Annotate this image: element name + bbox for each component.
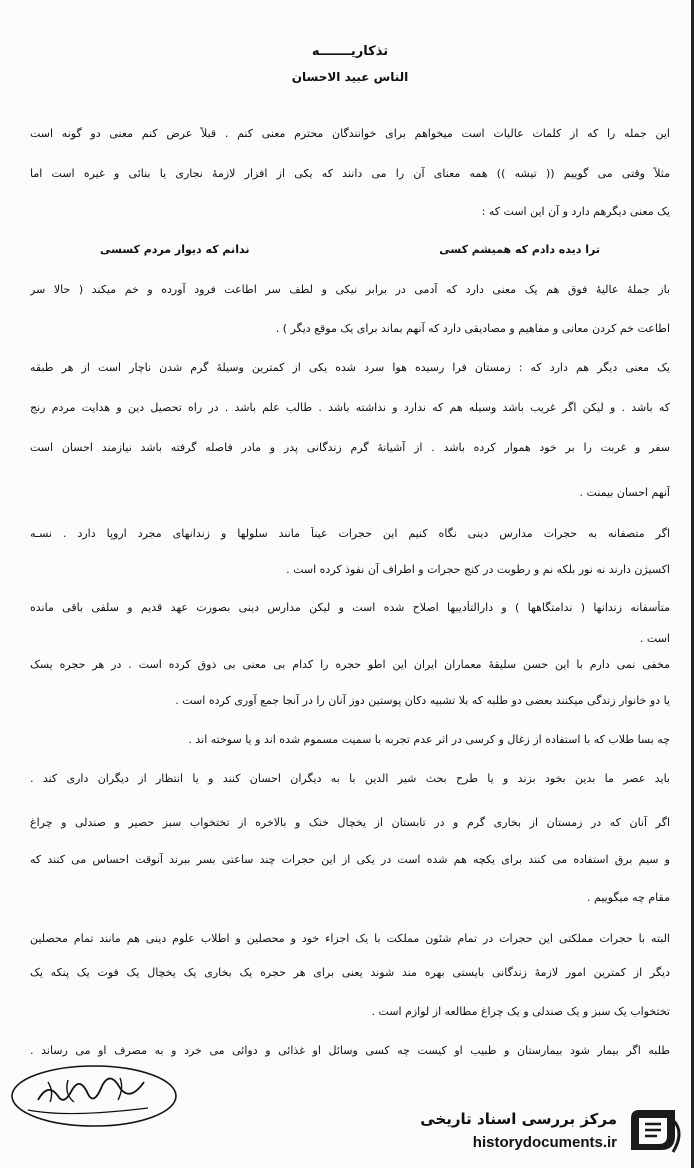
text-line: متأسفانه زندانها ( ندامتگاهها ) و دارالتأدیبها اصلاح شده است و لیکن مدارس دینی بصورت عهد قدیم و سلفی باقی مانده [30, 601, 670, 614]
text-line: طلبه اگر بیمار شود بیمارستان و طبیب او کیست چه کسی وسائل او غذائی و دوائی می خرد و به مصرف او می رساند . [30, 1044, 670, 1057]
poem-hemistich: ندانم که دیوار مردم کسسی [100, 243, 250, 256]
text-line: مخفی نمی دارم با این حسن سلیقهٔ معماران ایران این اطو حجره را کدام بی معنی بی ذوق کرده است . در هر حجره یسک [30, 658, 670, 671]
text-line: اطاعت خم کردن معانی و مفاهیم و مصادیقی دارد که آنهم بماند برای یک موقع دیگر ) . [275, 322, 670, 335]
text-line: مثلاً وقتی می گوییم (( تیشه )) همه معنای آن را می دانند که یکی از افزار لازمهٔ نجاری یا بنائی و غیره است اما [30, 167, 670, 180]
text-line: است . [639, 632, 670, 645]
text-line: و سیم برق استفاده می کنند برای یکچه هم شده است در یکی از این حجرات چند ساعتی بسر ببرند آنوقت احساس می کنند که [30, 853, 670, 866]
text-line: اگر متصفانه به حجرات مدارس دینی نگاه کنیم این حجرات عیناً مانند سلولها و زندانهای مجرد اروپا دارد . نسـه [30, 527, 670, 540]
text-line: تختخواب یک سبز و یک صندلی و یک چراغ مطالعه از لوازم است . [371, 1005, 670, 1018]
watermark-title: مرکز بررسی اسناد تاریخی [420, 1110, 617, 1128]
text-line: سفر و غربت را بر خود هموار کرده باشد . از آشیانهٔ گرم زندگانی پدر و مادر فاصله گرفته باشد نیازمند احسان است [30, 441, 670, 454]
text-line: اکسیژن دارند نه نور بلکه نم و رطوبت در کنج حجرات و اطراف آن نفوذ کرده است . [286, 563, 670, 576]
text-line: باید عصر ما بدین بخود بزند و یا طرح بحث شیر الدین با به دیگران احسان کنند و یا انتظار از دیگران داری کند . [30, 772, 670, 785]
watermark-logo [420, 1104, 695, 1160]
text-line: اگر آنان که در زمستان از بخاری گرم و در تابستان از یخچال خنک و بالاخره از تختخواب سبز حصیر و صندلی و چراغ [30, 816, 670, 829]
text-line: البته با حجرات مملکتی این حجرات در تمام شئون مملکت با یک اجزاء خود و محصلین و اطلاب علوم دینی هم مانند تمام محصلین [30, 932, 670, 945]
poem-hemistich: ترا دیده دادم که همیشم کسی [439, 243, 600, 256]
text-line: یک معنی دیگر هم دارد که : زمستان فرا رسیده هوا سرد شده یکی از کمترین وسیلهٔ گرم شدن ناچار است از هر طبقه [30, 361, 670, 374]
page-edge [691, 0, 694, 1168]
text-line: که باشد . و لیکن اگر غریب باشد وسیله هم که ندارد و نداشته باشد . طالب علم باشد . در راه تحصیل دین و هدایت مردم رنج [30, 401, 670, 414]
watermark-url: historydocuments.ir [472, 1134, 617, 1151]
text-line: یک معنی دیگرهم دارد و آن این است که : [481, 205, 670, 218]
text-line: مقام چه میگوییم . [587, 891, 670, 904]
text-line: این جمله را که از کلمات عالیات است میخواهم برای خوانندگان محترم معنی کنم . قبلاً عرض کنم معنی دو گونه است [30, 127, 670, 140]
text-line: یا دو خانوار زندگی میکنند بعضی دو طلبه که بلا تشبیه دکان پوستین دوز آنان را در آنجا جمع آوری کرده است . [175, 694, 670, 707]
handwritten-signature [8, 1060, 188, 1132]
text-line: باز جملهٔ عالیهٔ فوق هم یک معنی دارد که آدمی در برابر نیکی و لطف سر اطاعت فرود آورده و خم میکند ( حالا سر [30, 283, 670, 296]
poem-verse [100, 243, 600, 256]
document-subheading: الناس عبید الاحسان [291, 70, 409, 84]
document-heading: تذکاریـــــــه [311, 44, 389, 59]
text-line: دیگر از کمترین امور لازمهٔ زندگانی بایستی بهره مند شوند یعنی برای هر حجره یک بخاری یک یخچال یک فوت یک پنکه یک [30, 966, 670, 979]
archive-emblem-icon [625, 1106, 687, 1158]
text-line: چه بسا طلاب که با استفاده از زغال و کرسی در اثر عدم تجربه با سمیت مسموم شده اند و یا سوخته اند . [188, 733, 670, 746]
text-line: آنهم احسان بیمنت . [579, 486, 670, 499]
